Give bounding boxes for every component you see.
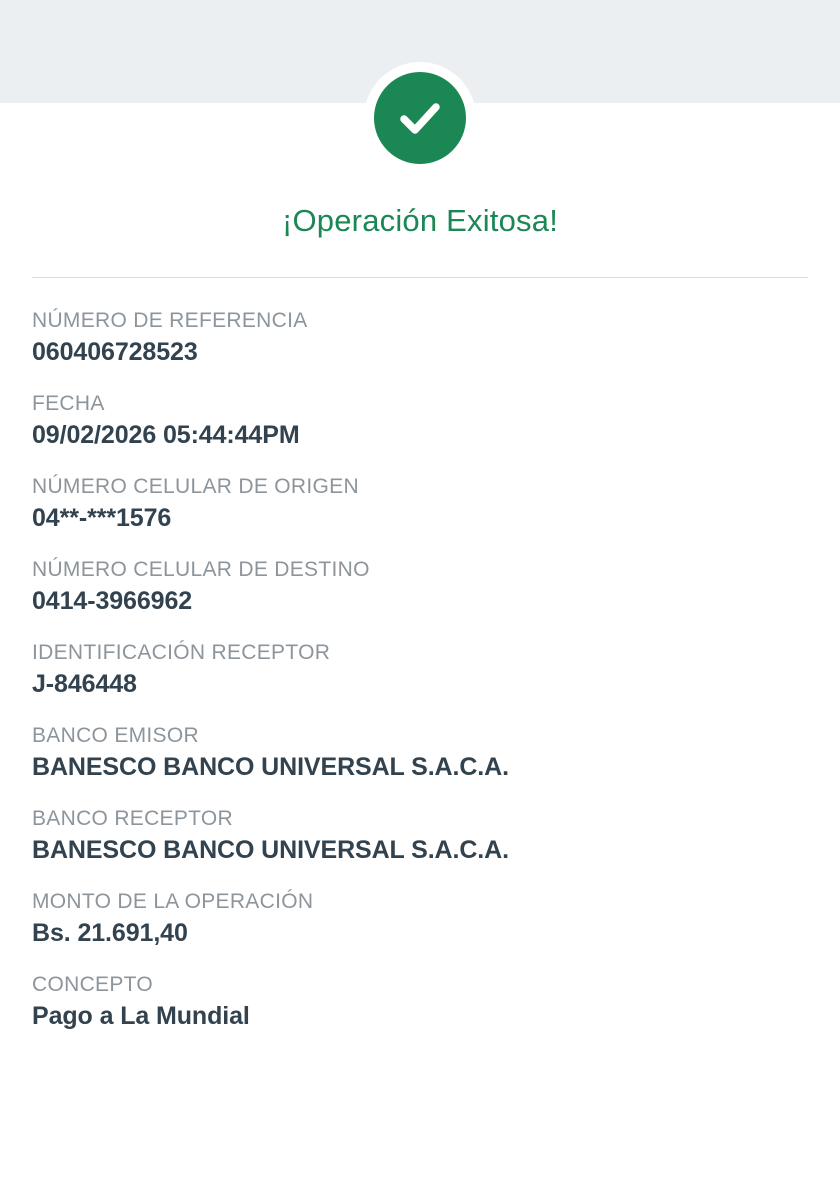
receipt-field xyxy=(32,722,808,784)
success-title: ¡Operación Exitosa! xyxy=(281,203,559,238)
field-value: BANESCO BANCO UNIVERSAL S.A.C.A. xyxy=(32,753,509,781)
field-value: Bs. 21.691,40 xyxy=(32,919,188,947)
success-icon-container xyxy=(364,62,476,174)
receipt-field xyxy=(32,805,808,867)
receipt-field xyxy=(32,639,808,701)
field-label: MONTO DE LA OPERACIÓN xyxy=(32,890,314,913)
receipt-field xyxy=(32,307,808,369)
field-label: CONCEPTO xyxy=(32,973,154,996)
field-value: BANESCO BANCO UNIVERSAL S.A.C.A. xyxy=(32,836,509,864)
check-circle-icon xyxy=(374,72,466,164)
field-label: BANCO RECEPTOR xyxy=(32,807,234,830)
field-value: 04**-***1576 xyxy=(32,504,172,532)
divider xyxy=(32,277,808,278)
field-value: 0414-3966962 xyxy=(32,587,193,615)
receipt-field xyxy=(32,971,808,1033)
receipt-field xyxy=(32,888,808,950)
receipt-field xyxy=(32,390,808,452)
receipt-field xyxy=(32,556,808,618)
field-label: NÚMERO DE REFERENCIA xyxy=(32,309,308,332)
receipt-field xyxy=(32,473,808,535)
field-label: BANCO EMISOR xyxy=(32,724,199,747)
field-label: FECHA xyxy=(32,392,105,415)
field-value: J-846448 xyxy=(32,670,137,698)
field-label: NÚMERO CELULAR DE DESTINO xyxy=(32,558,370,581)
field-value: 060406728523 xyxy=(32,338,198,366)
field-label: IDENTIFICACIÓN RECEPTOR xyxy=(32,641,331,664)
receipt-fields xyxy=(32,307,808,1033)
field-value: 09/02/2026 05:44:44PM xyxy=(32,421,300,449)
field-value: Pago a La Mundial xyxy=(32,1002,250,1030)
field-label: NÚMERO CELULAR DE ORIGEN xyxy=(32,475,359,498)
